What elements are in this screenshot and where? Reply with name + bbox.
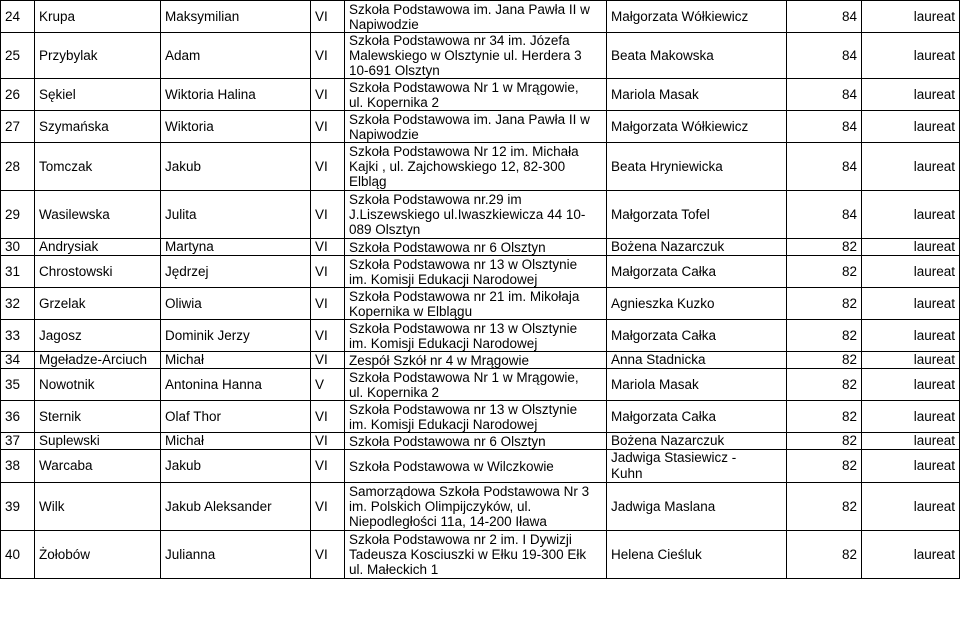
cell-surname: Chrostowski	[35, 256, 161, 288]
table-row	[1, 531, 960, 579]
cell-result: laureat	[862, 33, 960, 79]
cell-score: 84	[787, 1, 862, 33]
cell-score: 82	[787, 450, 862, 483]
cell-result: laureat	[862, 369, 960, 401]
cell-school: Szkoła Podstawowa w Wilczkowie	[345, 450, 607, 483]
cell-score: 82	[787, 288, 862, 320]
table-row	[1, 288, 960, 320]
table-row	[1, 401, 960, 433]
cell-first-name: Martyna	[161, 239, 311, 256]
cell-result: laureat	[862, 143, 960, 191]
cell-score: 82	[787, 256, 862, 288]
cell-number: 32	[1, 288, 35, 320]
cell-teacher: Jadwiga Maslana	[607, 483, 787, 531]
cell-surname: Żołobów	[35, 531, 161, 579]
cell-score: 84	[787, 33, 862, 79]
cell-teacher: Małgorzata Tofel	[607, 191, 787, 239]
table-row	[1, 79, 960, 111]
table-row	[1, 239, 960, 256]
cell-first-name: Maksymilian	[161, 1, 311, 33]
table-row	[1, 320, 960, 352]
cell-grade: VI	[311, 352, 345, 369]
cell-teacher: Mariola Masak	[607, 79, 787, 111]
cell-number: 28	[1, 143, 35, 191]
cell-result: laureat	[862, 483, 960, 531]
cell-result: laureat	[862, 401, 960, 433]
cell-grade: VI	[311, 433, 345, 450]
cell-number: 30	[1, 239, 35, 256]
cell-teacher: Małgorzata Całka	[607, 320, 787, 352]
cell-school: Samorządowa Szkoła Podstawowa Nr 3 im. Polskich Olimpijczyków, ul. Niepodległości 11a, 14-200 Iława	[345, 483, 607, 531]
cell-grade: V	[311, 369, 345, 401]
cell-number: 31	[1, 256, 35, 288]
cell-school: Szkoła Podstawowa nr 13 w Olsztynie im. Komisji Edukacji Narodowej	[345, 320, 607, 352]
cell-first-name: Adam	[161, 33, 311, 79]
cell-school: Szkoła Podstawowa nr 21 im. Mikołaja Kopernika w Elblągu	[345, 288, 607, 320]
cell-grade: VI	[311, 531, 345, 579]
cell-school: Szkoła Podstawowa Nr 12 im. Michała Kajki , ul. Zajchowskiego 12, 82-300 Elbląg	[345, 143, 607, 191]
cell-surname: Tomczak	[35, 143, 161, 191]
table-row	[1, 143, 960, 191]
cell-school: Szkoła Podstawowa im. Jana Pawła II w Napiwodzie	[345, 1, 607, 33]
cell-grade: VI	[311, 483, 345, 531]
cell-surname: Wilk	[35, 483, 161, 531]
cell-teacher: Bożena Nazarczuk	[607, 239, 787, 256]
cell-surname: Szymańska	[35, 111, 161, 143]
cell-number: 29	[1, 191, 35, 239]
cell-teacher: Małgorzata Wółkiewicz	[607, 1, 787, 33]
cell-teacher: Bożena Nazarczuk	[607, 433, 787, 450]
cell-school: Zespół Szkół nr 4 w Mrągowie	[345, 352, 607, 369]
cell-grade: VI	[311, 320, 345, 352]
cell-result: laureat	[862, 433, 960, 450]
cell-teacher: Mariola Masak	[607, 369, 787, 401]
cell-teacher: Beata Hryniewicka	[607, 143, 787, 191]
cell-result: laureat	[862, 239, 960, 256]
cell-score: 82	[787, 401, 862, 433]
cell-score: 84	[787, 143, 862, 191]
cell-school: Szkoła Podstawowa nr 6 Olsztyn	[345, 433, 607, 450]
cell-surname: Nowotnik	[35, 369, 161, 401]
cell-first-name: Wiktoria	[161, 111, 311, 143]
cell-number: 40	[1, 531, 35, 579]
cell-surname: Jagosz	[35, 320, 161, 352]
cell-first-name: Oliwia	[161, 288, 311, 320]
table-row	[1, 483, 960, 531]
cell-score: 82	[787, 320, 862, 352]
cell-first-name: Julianna	[161, 531, 311, 579]
cell-grade: VI	[311, 143, 345, 191]
cell-teacher: Agnieszka Kuzko	[607, 288, 787, 320]
cell-first-name: Michał	[161, 352, 311, 369]
cell-school: Szkoła Podstawowa nr 13 w Olsztynie im. Komisji Edukacji Narodowej	[345, 256, 607, 288]
cell-result: laureat	[862, 450, 960, 483]
cell-teacher: Beata Makowska	[607, 33, 787, 79]
cell-number: 33	[1, 320, 35, 352]
cell-number: 34	[1, 352, 35, 369]
cell-grade: VI	[311, 239, 345, 256]
cell-first-name: Jakub Aleksander	[161, 483, 311, 531]
cell-surname: Suplewski	[35, 433, 161, 450]
cell-school: Szkoła Podstawowa Nr 1 w Mrągowie, ul. Kopernika 2	[345, 79, 607, 111]
cell-score: 82	[787, 239, 862, 256]
table-row	[1, 191, 960, 239]
cell-score: 82	[787, 531, 862, 579]
cell-grade: VI	[311, 450, 345, 483]
cell-score: 84	[787, 79, 862, 111]
cell-first-name: Jakub	[161, 450, 311, 483]
cell-result: laureat	[862, 531, 960, 579]
cell-school: Szkoła Podstawowa nr 6 Olsztyn	[345, 239, 607, 256]
table-row	[1, 256, 960, 288]
cell-surname: Sternik	[35, 401, 161, 433]
cell-result: laureat	[862, 1, 960, 33]
cell-score: 82	[787, 433, 862, 450]
cell-grade: VI	[311, 1, 345, 33]
cell-score: 82	[787, 369, 862, 401]
cell-surname: Andrysiak	[35, 239, 161, 256]
cell-teacher: Jadwiga Stasiewicz - Kuhn	[607, 450, 787, 483]
cell-result: laureat	[862, 320, 960, 352]
cell-school: Szkoła Podstawowa Nr 1 w Mrągowie, ul. Kopernika 2	[345, 369, 607, 401]
cell-first-name: Olaf Thor	[161, 401, 311, 433]
cell-teacher: Małgorzata Całka	[607, 401, 787, 433]
cell-grade: VI	[311, 191, 345, 239]
cell-score: 82	[787, 352, 862, 369]
cell-number: 37	[1, 433, 35, 450]
table-row	[1, 111, 960, 143]
cell-first-name: Antonina Hanna	[161, 369, 311, 401]
cell-surname: Mgeładze-Arciuch	[35, 352, 161, 369]
cell-grade: VI	[311, 79, 345, 111]
cell-school: Szkoła Podstawowa im. Jana Pawła II w Napiwodzie	[345, 111, 607, 143]
cell-first-name: Michał	[161, 433, 311, 450]
cell-first-name: Jędrzej	[161, 256, 311, 288]
cell-result: laureat	[862, 191, 960, 239]
cell-first-name: Dominik Jerzy	[161, 320, 311, 352]
table-row	[1, 352, 960, 369]
cell-grade: VI	[311, 256, 345, 288]
cell-score: 84	[787, 111, 862, 143]
cell-number: 35	[1, 369, 35, 401]
cell-first-name: Julita	[161, 191, 311, 239]
cell-score: 84	[787, 191, 862, 239]
cell-number: 27	[1, 111, 35, 143]
cell-number: 25	[1, 33, 35, 79]
cell-grade: VI	[311, 288, 345, 320]
table-row	[1, 433, 960, 450]
cell-result: laureat	[862, 288, 960, 320]
cell-teacher: Małgorzata Całka	[607, 256, 787, 288]
cell-result: laureat	[862, 79, 960, 111]
cell-grade: VI	[311, 111, 345, 143]
cell-school: Szkoła Podstawowa nr 2 im. I Dywizji Tadeusza Kosciuszki w Ełku 19-300 Ełk ul. Małeckich 1	[345, 531, 607, 579]
cell-result: laureat	[862, 352, 960, 369]
cell-first-name: Jakub	[161, 143, 311, 191]
cell-surname: Wasilewska	[35, 191, 161, 239]
cell-surname: Przybylak	[35, 33, 161, 79]
cell-grade: VI	[311, 401, 345, 433]
cell-teacher: Anna Stadnicka	[607, 352, 787, 369]
cell-teacher: Helena Cieśluk	[607, 531, 787, 579]
cell-result: laureat	[862, 256, 960, 288]
cell-teacher: Małgorzata Wółkiewicz	[607, 111, 787, 143]
cell-number: 39	[1, 483, 35, 531]
cell-surname: Sękiel	[35, 79, 161, 111]
cell-surname: Warcaba	[35, 450, 161, 483]
cell-grade: VI	[311, 33, 345, 79]
cell-result: laureat	[862, 111, 960, 143]
table-row	[1, 1, 960, 33]
cell-school: Szkoła Podstawowa nr 13 w Olsztynie im. Komisji Edukacji Narodowej	[345, 401, 607, 433]
cell-number: 26	[1, 79, 35, 111]
cell-number: 36	[1, 401, 35, 433]
cell-number: 24	[1, 1, 35, 33]
results-table-body	[1, 1, 960, 579]
table-row	[1, 369, 960, 401]
cell-score: 82	[787, 483, 862, 531]
cell-school: Szkoła Podstawowa nr.29 im J.Liszewskiego ul.Iwaszkiewicza 44 10- 089 Olsztyn	[345, 191, 607, 239]
cell-surname: Krupa	[35, 1, 161, 33]
cell-first-name: Wiktoria Halina	[161, 79, 311, 111]
table-row	[1, 450, 960, 483]
cell-number: 38	[1, 450, 35, 483]
cell-surname: Grzelak	[35, 288, 161, 320]
cell-school: Szkoła Podstawowa nr 34 im. Józefa Malewskiego w Olsztynie ul. Herdera 3 10-691 Olsztyn	[345, 33, 607, 79]
table-row	[1, 33, 960, 79]
